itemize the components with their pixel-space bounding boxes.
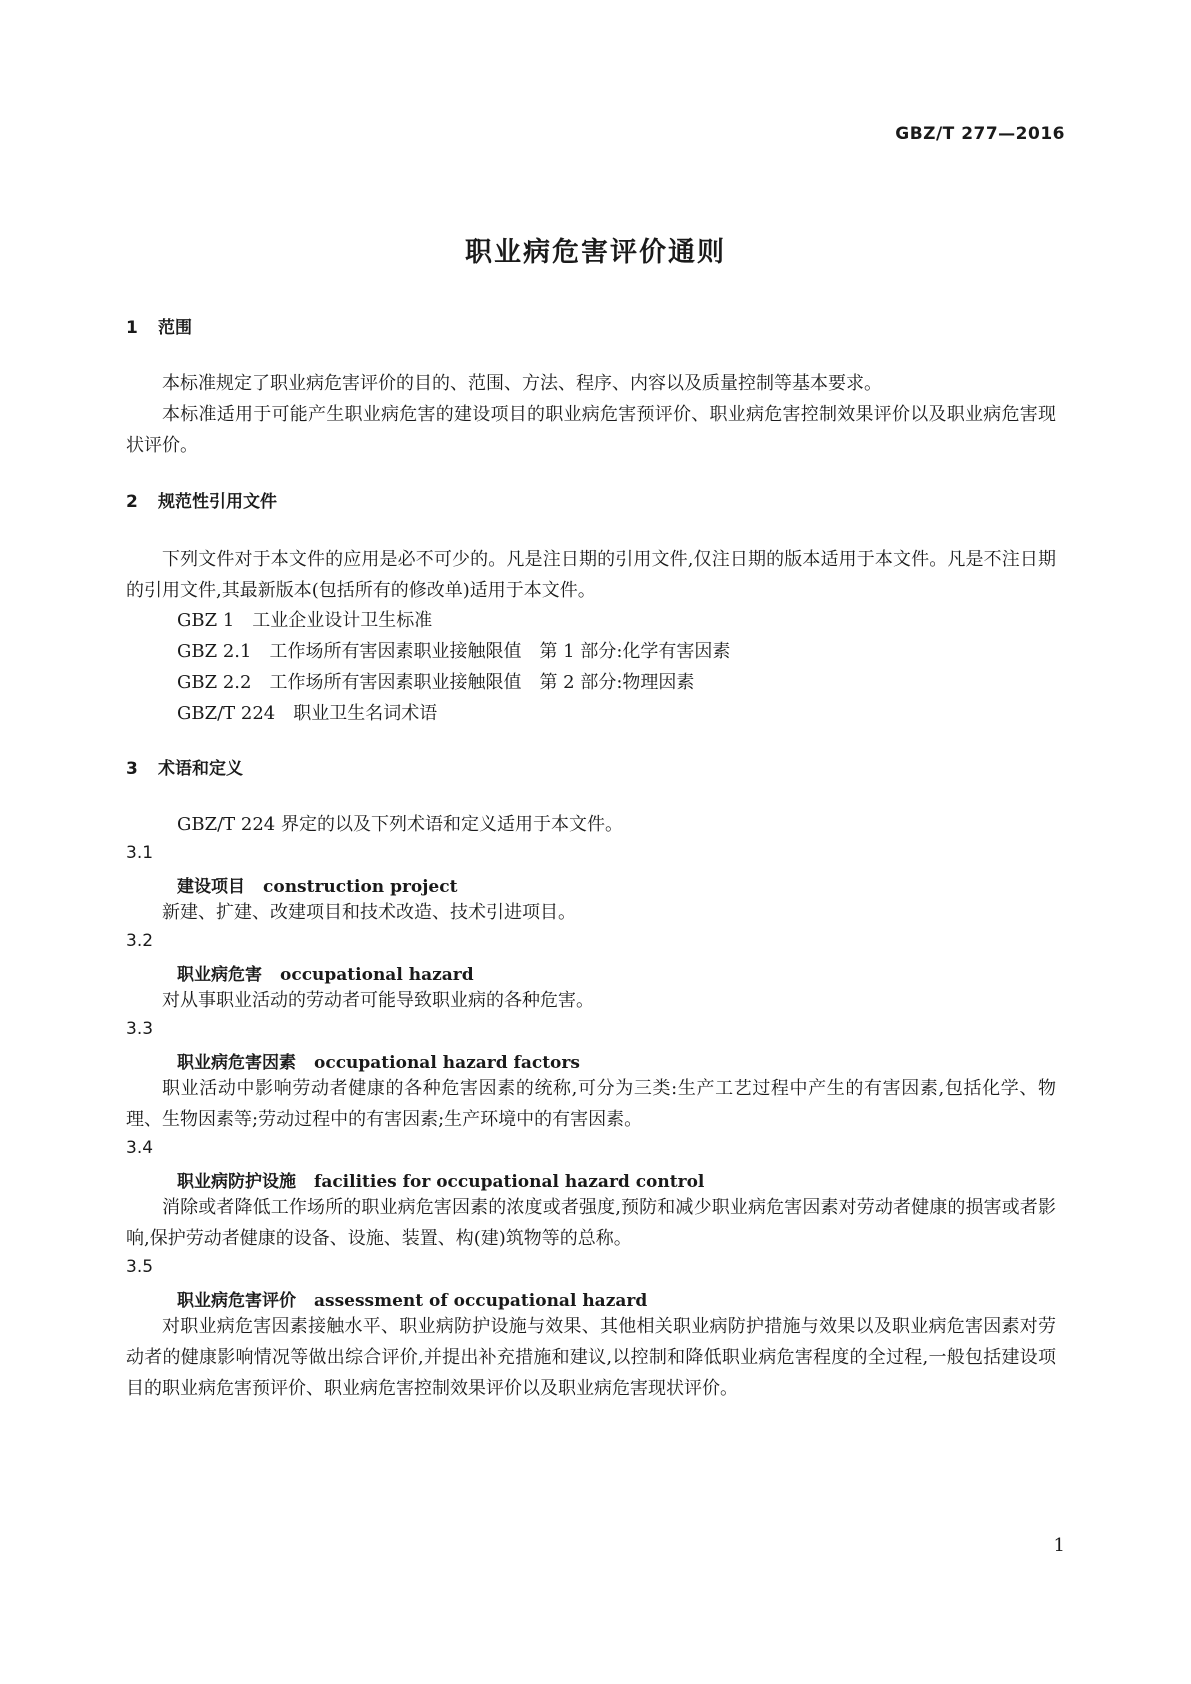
section-number: 3 [126, 759, 138, 779]
page-number: 1 [1053, 1535, 1065, 1556]
term-definition: 职业活动中影响劳动者健康的各种危害因素的统称,可分为三类:生产工艺过程中产生的有害因素,包括化学、物理、生物因素等;劳动过程中的有害因素;生产环境中的有害因素。 [126, 1078, 1056, 1130]
section-heading-scope [126, 313, 192, 338]
term-zh: 建设项目 [177, 877, 245, 897]
section-number: 2 [126, 492, 138, 512]
term-definition: 对从事职业活动的劳动者可能导致职业病的各种危害。 [162, 990, 594, 1011]
term-en: facilities for occupational hazard control [314, 1172, 705, 1192]
paragraph: 本标准适用于可能产生职业病危害的建设项目的职业病危害预评价、职业病危害控制效果评价以及职业病危害现状评价。 [126, 404, 1056, 456]
section-title: 范围 [158, 318, 192, 338]
reference-item: GBZ 2.1 工作场所有害因素职业接触限值 第 1 部分:化学有害因素 [177, 641, 731, 662]
clause-number: 3.2 [126, 931, 154, 951]
term-en: occupational hazard [280, 965, 474, 985]
term-heading [177, 1048, 580, 1073]
document-title: 职业病危害评价通则 [465, 237, 726, 268]
section-heading-terms-definitions [126, 754, 243, 779]
term-zh: 职业病危害评价 [177, 1291, 296, 1311]
standard-code: GBZ/T 277—2016 [895, 124, 1065, 144]
section-title: 术语和定义 [158, 759, 243, 779]
paragraph: 下列文件对于本文件的应用是必不可少的。凡是注日期的引用文件,仅注日期的版本适用于本文件。凡是不注日期的引用文件,其最新版本(包括所有的修改单)适用于本文件。 [126, 549, 1056, 601]
term-heading [177, 960, 474, 985]
clause-number: 3.4 [126, 1138, 154, 1158]
term-zh: 职业病危害因素 [177, 1053, 296, 1073]
term-zh: 职业病危害 [177, 965, 262, 985]
term-zh: 职业病防护设施 [177, 1172, 296, 1192]
reference-item: GBZ 1 工业企业设计卫生标准 [177, 610, 433, 631]
term-heading [177, 1167, 704, 1192]
section-heading-normative-references [126, 487, 277, 512]
section-number: 1 [126, 318, 138, 338]
term-definition: 新建、扩建、改建项目和技术改造、技术引进项目。 [162, 902, 576, 923]
reference-item: GBZ/T 224 职业卫生名词术语 [177, 703, 438, 724]
paragraph: GBZ/T 224 界定的以及下列术语和定义适用于本文件。 [177, 814, 623, 835]
term-definition: 对职业病危害因素接触水平、职业病防护设施与效果、其他相关职业病防护措施与效果以及职业病危害因素对劳动者的健康影响情况等做出综合评价,并提出补充措施和建议,以控制和降低职业病危害程度的全过程,一般包括建设项目的职业病危害预评价、职业病危害控制效果评价以及职业病危害现状评价。 [126, 1316, 1056, 1399]
clause-number: 3.1 [126, 843, 154, 863]
section-title: 规范性引用文件 [158, 492, 277, 512]
clause-number: 3.3 [126, 1019, 154, 1039]
term-definition: 消除或者降低工作场所的职业病危害因素的浓度或者强度,预防和减少职业病危害因素对劳动者健康的损害或者影响,保护劳动者健康的设备、设施、装置、构(建)筑物等的总称。 [126, 1197, 1056, 1249]
term-en: occupational hazard factors [314, 1053, 580, 1073]
term-en: assessment of occupational hazard [314, 1291, 648, 1311]
term-heading [177, 872, 457, 897]
term-heading [177, 1286, 647, 1311]
paragraph: 本标准规定了职业病危害评价的目的、范围、方法、程序、内容以及质量控制等基本要求。 [162, 373, 882, 394]
reference-item: GBZ 2.2 工作场所有害因素职业接触限值 第 2 部分:物理因素 [177, 672, 695, 693]
term-en: construction project [263, 877, 458, 897]
clause-number: 3.5 [126, 1257, 154, 1277]
